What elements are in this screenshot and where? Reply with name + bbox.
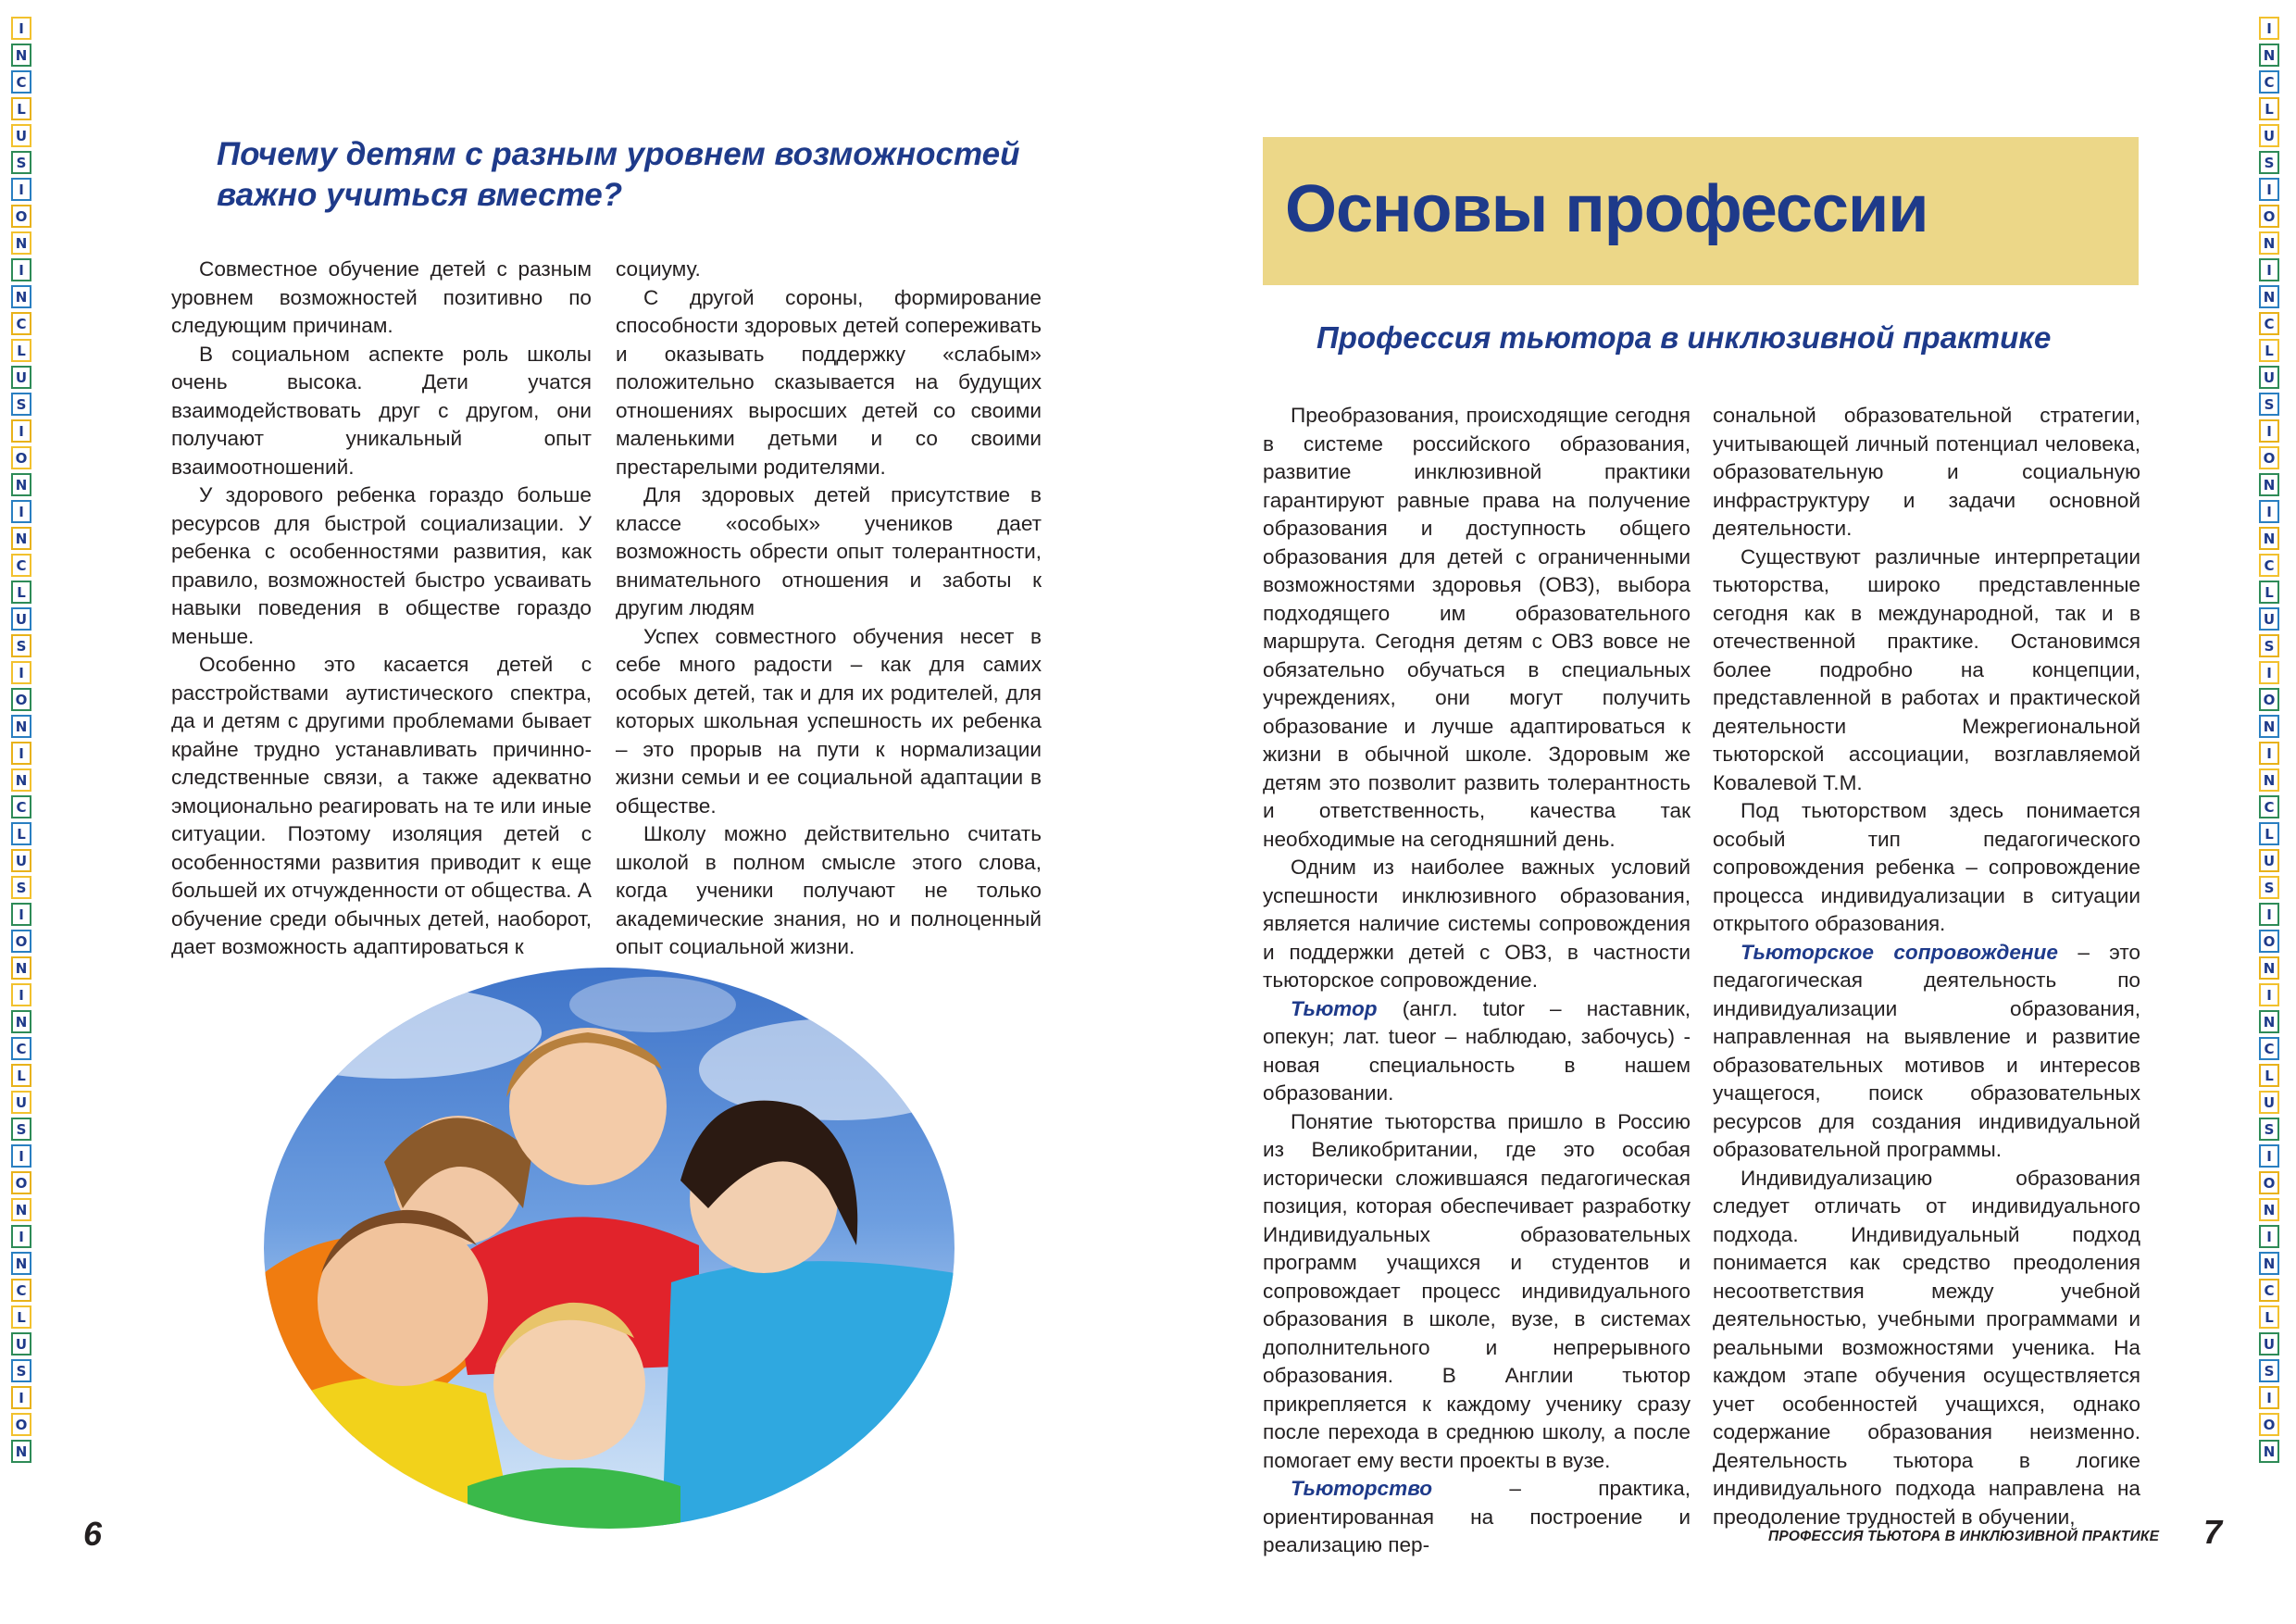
strip-letter-tile: N — [2259, 473, 2279, 496]
strip-letter-tile: I — [11, 178, 31, 201]
strip-letter-tile: O — [2259, 930, 2279, 953]
strip-letter-tile: I — [11, 17, 31, 40]
running-footer: ПРОФЕССИЯ ТЬЮТОРА В ИНКЛЮЗИВНОЙ ПРАКТИКЕ — [1768, 1529, 2160, 1544]
strip-letter-tile: S — [2259, 634, 2279, 657]
strip-letter-tile: I — [2259, 983, 2279, 1006]
paragraph-continuation: социуму. — [616, 257, 701, 281]
strip-letter-tile: L — [2259, 339, 2279, 362]
strip-letter-tile: C — [2259, 1037, 2279, 1060]
strip-letter-tile: U — [2259, 124, 2279, 147]
term-tutor-support: Тьюторское сопровождение — [1741, 940, 2058, 964]
strip-letter-tile: L — [2259, 97, 2279, 120]
left-column-1 — [171, 256, 592, 962]
paragraph: Индивидуализацию образования следует отличать от индивидуального подхода. Индивидуальный подход понимается как средство преодоления несоответствия между учебной деятельностью, учебными программами и реальными возможностями ученика. На каждом этапе обучения осуществляется учет особенностей учащихся, однако содержание образования неизменно. Деятельность тьютора в логике индивидуального подхода направлена на преодоление трудностей в обучении, — [1713, 1166, 2140, 1529]
strip-letter-tile: N — [11, 527, 31, 550]
paragraph: У здорового ребенка гораздо больше ресурсов для быстрой социализации. У ребенка с особенностями развития, как правило, возможностей быстро усваивать навыки поведения в обществе гораздо меньше. — [171, 483, 592, 648]
strip-letter-tile: I — [2259, 178, 2279, 201]
strip-letter-tile: S — [2259, 1359, 2279, 1382]
strip-letter-tile: O — [11, 1413, 31, 1436]
paragraph: Существуют различные интерпретации тьюторства, широко представленные сегодня как в международной, так и в отечественной практике. Остановимся более подробно на концепции, представленной в работах и практической деятельности Межрегиональной тьюторской ассоциации, возглавляемой Ковалевой Т.М. — [1713, 544, 2140, 794]
paragraph-tutorship — [1263, 1475, 1691, 1560]
strip-letter-tile: I — [11, 1144, 31, 1168]
term-tutorship-definition: – практика, ориентированная на построение и реализацию пер- — [1263, 1477, 1691, 1556]
right-column-1 — [1263, 402, 1691, 1560]
paragraph: Успех совместного обучения несет в себе много радости – как для самих особых детей, так и для их родителей, для которых школьная успешность их ребенка – это прорыв на пути к нормализации жизни семьи и ее социальной адаптации в обществе. — [616, 624, 1042, 818]
paragraph: Под тьюторством здесь понимается особый тип педагогического сопровождения ребенка – сопровождение процесса индивидуализации в ситуации открытого образования. — [1713, 799, 2140, 935]
strip-letter-tile: U — [11, 849, 31, 872]
paragraph: Понятие тьюторства пришло в Россию из Великобритании, где это особая исторически сложившаяся педагогическая позиция, которая обеспечивает разработку Индивидуальных образовательных программ учащихся и студентов и сопровождает процесс индивидуального образования в школе, вузе, в системах дополнительного и непрерывного образования. В Англии тьютор прикрепляется к каждому ученику сразу после перехода в среднюю школу, а после помогает ему вести проекты в вузе. — [1263, 1109, 1691, 1472]
strip-letter-tile: O — [11, 688, 31, 711]
strip-letter-tile: C — [2259, 554, 2279, 577]
strip-letter-tile: U — [11, 124, 31, 147]
strip-letter-tile: N — [2259, 44, 2279, 67]
paragraph: Особенно это касается детей с расстройствами аутистического спектра, да и детям с другими проблемами бывает крайне трудно устанавливать причинно-следственные связи, а также адекватно эмоционально реагировать на те или иные ситуации. Поэтому изоляция детей с особенностями развития приводит к еще большей их отчужденности от общества. А обучение среди обычных детей, наоборот, дает возможность адаптироваться к — [171, 653, 592, 958]
strip-letter-tile: O — [2259, 446, 2279, 469]
paragraph: Преобразования, происходящие сегодня в системе российского образования, развитие инклюзивной практики гарантируют равные права на получение образования и доступность общего образования для детей с ограниченными возможностями здоровья (ОВЗ), выбора подходящего им образовательного маршрута. Сегодня детям с ОВЗ вовсе не обязательно обучаться в специальных учреждениях, они могут получить образование и лучше адаптироваться к жизни в обычной школе. Здоровым же детям это позволит развить толерантность и ответственность, качества так необходимые на сегодняшний день. — [1263, 404, 1691, 851]
term-tutor-support-definition: – это педагогическая деятельность по индивидуализации образования, направленная на выявление и развитие образовательных мотивов и интересов учащегося, поиск образовательных ресурсов для создания индивидуальной образовательной программы. — [1713, 940, 2140, 1161]
paragraph: С другой сороны, формирование способности здоровых детей сопереживать и оказывать поддержку «слабым» положительно сказывается на будущих отношениях выросших детей со своими маленькими детьми и со своими престарелыми родителями. — [616, 285, 1042, 479]
strip-letter-tile: S — [11, 1359, 31, 1382]
paragraph-continuation: сональной образовательной стратегии, учитывающей личный потенциал человека, образовательную и социальную инфраструктуру и задачи основной деятельности. — [1713, 404, 2140, 540]
strip-letter-tile: C — [2259, 1279, 2279, 1302]
strip-letter-tile: N — [2259, 527, 2279, 550]
strip-letter-tile: C — [2259, 70, 2279, 94]
strip-letter-tile: N — [2259, 715, 2279, 738]
paragraph-support — [1713, 939, 2140, 1165]
strip-letter-tile: N — [2259, 1010, 2279, 1033]
paragraph: В социальном аспекте роль школы очень высока. Дети учатся взаимодействовать друг с другом, они получают уникальный опыт взаимоотношений. — [171, 342, 592, 479]
strip-letter-tile: I — [11, 903, 31, 926]
strip-letter-tile: U — [11, 1091, 31, 1114]
strip-letter-tile: L — [11, 822, 31, 845]
strip-letter-tile: N — [2259, 768, 2279, 792]
right-column-2 — [1713, 402, 2140, 1531]
strip-letter-tile: U — [2259, 1332, 2279, 1355]
strip-letter-tile: S — [11, 1118, 31, 1141]
left-column-2 — [616, 256, 1042, 962]
strip-letter-tile: I — [11, 983, 31, 1006]
strip-letter-tile: I — [2259, 742, 2279, 765]
strip-letter-tile: L — [11, 1305, 31, 1329]
strip-letter-tile: O — [11, 930, 31, 953]
strip-letter-tile: I — [2259, 1386, 2279, 1409]
term-tutorship: Тьюторство — [1291, 1477, 1433, 1500]
strip-letter-tile: U — [11, 607, 31, 631]
strip-letter-tile: N — [11, 44, 31, 67]
strip-letter-tile: I — [11, 1386, 31, 1409]
term-tutor-definition: (англ. tutor – наставник, опекун; лат. tueor – наблюдаю, забочусь) - новая специальность в нашем образовании. — [1263, 996, 1691, 1105]
strip-letter-tile: N — [2259, 1198, 2279, 1221]
strip-letter-tile: L — [2259, 1064, 2279, 1087]
strip-letter-tile: I — [2259, 661, 2279, 684]
section-title: Основы профессии — [1285, 172, 1928, 246]
strip-letter-tile: L — [11, 97, 31, 120]
strip-letter-tile: O — [2259, 205, 2279, 228]
strip-letter-tile: L — [2259, 581, 2279, 604]
strip-letter-tile: C — [11, 795, 31, 818]
paragraph-tutor — [1263, 995, 1691, 1108]
paragraph: Одним из наиболее важных условий успешности инклюзивного образования, является наличие системы сопровождения и поддержки детей с ОВЗ, в частности тьюторское сопровождение. — [1263, 856, 1691, 992]
strip-letter-tile: C — [11, 554, 31, 577]
strip-letter-tile: N — [11, 1198, 31, 1221]
paragraph: Для здоровых детей присутствие в классе «особых» учеников дает возможность обрести опыт толерантности, внимательного отношения и заботы к другим людям — [616, 483, 1042, 619]
strip-letter-tile: N — [2259, 1440, 2279, 1463]
strip-letter-tile: I — [2259, 1144, 2279, 1168]
children-photo — [264, 968, 955, 1529]
strip-letter-tile: I — [11, 661, 31, 684]
strip-letter-tile: N — [11, 715, 31, 738]
strip-letter-tile: N — [2259, 1252, 2279, 1275]
strip-letter-tile: N — [11, 1010, 31, 1033]
strip-letter-tile: N — [11, 285, 31, 308]
strip-letter-tile: U — [11, 1332, 31, 1355]
term-tutor: Тьютор — [1291, 996, 1378, 1020]
strip-letter-tile: U — [11, 366, 31, 389]
strip-letter-tile: I — [2259, 903, 2279, 926]
article-subheading: Профессия тьютора в инклюзивной практике — [1316, 320, 2052, 355]
strip-letter-tile: U — [2259, 1091, 2279, 1114]
strip-letter-tile: L — [11, 581, 31, 604]
strip-letter-tile: N — [11, 1440, 31, 1463]
strip-letter-tile: N — [11, 473, 31, 496]
strip-letter-tile: N — [11, 231, 31, 255]
strip-letter-tile: O — [2259, 1413, 2279, 1436]
strip-letter-tile: C — [2259, 795, 2279, 818]
strip-letter-tile: N — [2259, 956, 2279, 980]
strip-letter-tile: N — [11, 1252, 31, 1275]
strip-letter-tile: U — [2259, 366, 2279, 389]
strip-letter-tile: I — [2259, 1225, 2279, 1248]
strip-letter-tile: L — [11, 339, 31, 362]
strip-letter-tile: S — [11, 876, 31, 899]
strip-letter-tile: S — [11, 634, 31, 657]
strip-letter-tile: I — [11, 258, 31, 281]
strip-letter-tile: I — [11, 742, 31, 765]
strip-letter-tile: S — [2259, 1118, 2279, 1141]
strip-letter-tile: O — [11, 205, 31, 228]
strip-letter-tile: O — [2259, 688, 2279, 711]
strip-letter-tile: C — [11, 1279, 31, 1302]
strip-letter-tile: I — [2259, 419, 2279, 443]
strip-letter-tile: I — [2259, 17, 2279, 40]
strip-letter-tile: L — [2259, 1305, 2279, 1329]
strip-letter-tile: N — [11, 768, 31, 792]
left-inclusion-strip — [11, 17, 35, 1467]
strip-letter-tile: I — [2259, 500, 2279, 523]
strip-letter-tile: S — [2259, 151, 2279, 174]
paragraph: Совместное обучение детей с разным уровнем возможностей позитивно по следующим причинам. — [171, 257, 592, 337]
strip-letter-tile: C — [11, 1037, 31, 1060]
page-number-right: 7 — [2203, 1513, 2223, 1551]
strip-letter-tile: I — [2259, 258, 2279, 281]
strip-letter-tile: U — [2259, 849, 2279, 872]
strip-letter-tile: L — [2259, 822, 2279, 845]
strip-letter-tile: U — [2259, 607, 2279, 631]
strip-letter-tile: I — [11, 419, 31, 443]
strip-letter-tile: C — [2259, 312, 2279, 335]
paragraph: Школу можно действительно считать школой в полном смысле этого слова, когда ученики получают не только академические знания, но и полноценный опыт социальной жизни. — [616, 822, 1042, 958]
strip-letter-tile: S — [11, 393, 31, 416]
strip-letter-tile: I — [11, 500, 31, 523]
strip-letter-tile: I — [11, 1225, 31, 1248]
strip-letter-tile: C — [11, 312, 31, 335]
strip-letter-tile: C — [11, 70, 31, 94]
strip-letter-tile: N — [2259, 231, 2279, 255]
strip-letter-tile: S — [2259, 393, 2279, 416]
strip-letter-tile: L — [11, 1064, 31, 1087]
strip-letter-tile: S — [2259, 876, 2279, 899]
strip-letter-tile: S — [11, 151, 31, 174]
strip-letter-tile: O — [11, 1171, 31, 1194]
right-inclusion-strip — [2259, 17, 2283, 1467]
strip-letter-tile: N — [11, 956, 31, 980]
page-number-left: 6 — [83, 1515, 103, 1553]
strip-letter-tile: O — [11, 446, 31, 469]
strip-letter-tile: N — [2259, 285, 2279, 308]
strip-letter-tile: O — [2259, 1171, 2279, 1194]
left-page-heading: Почему детям с разным уровнем возможностей важно учиться вместе? — [217, 136, 1020, 213]
